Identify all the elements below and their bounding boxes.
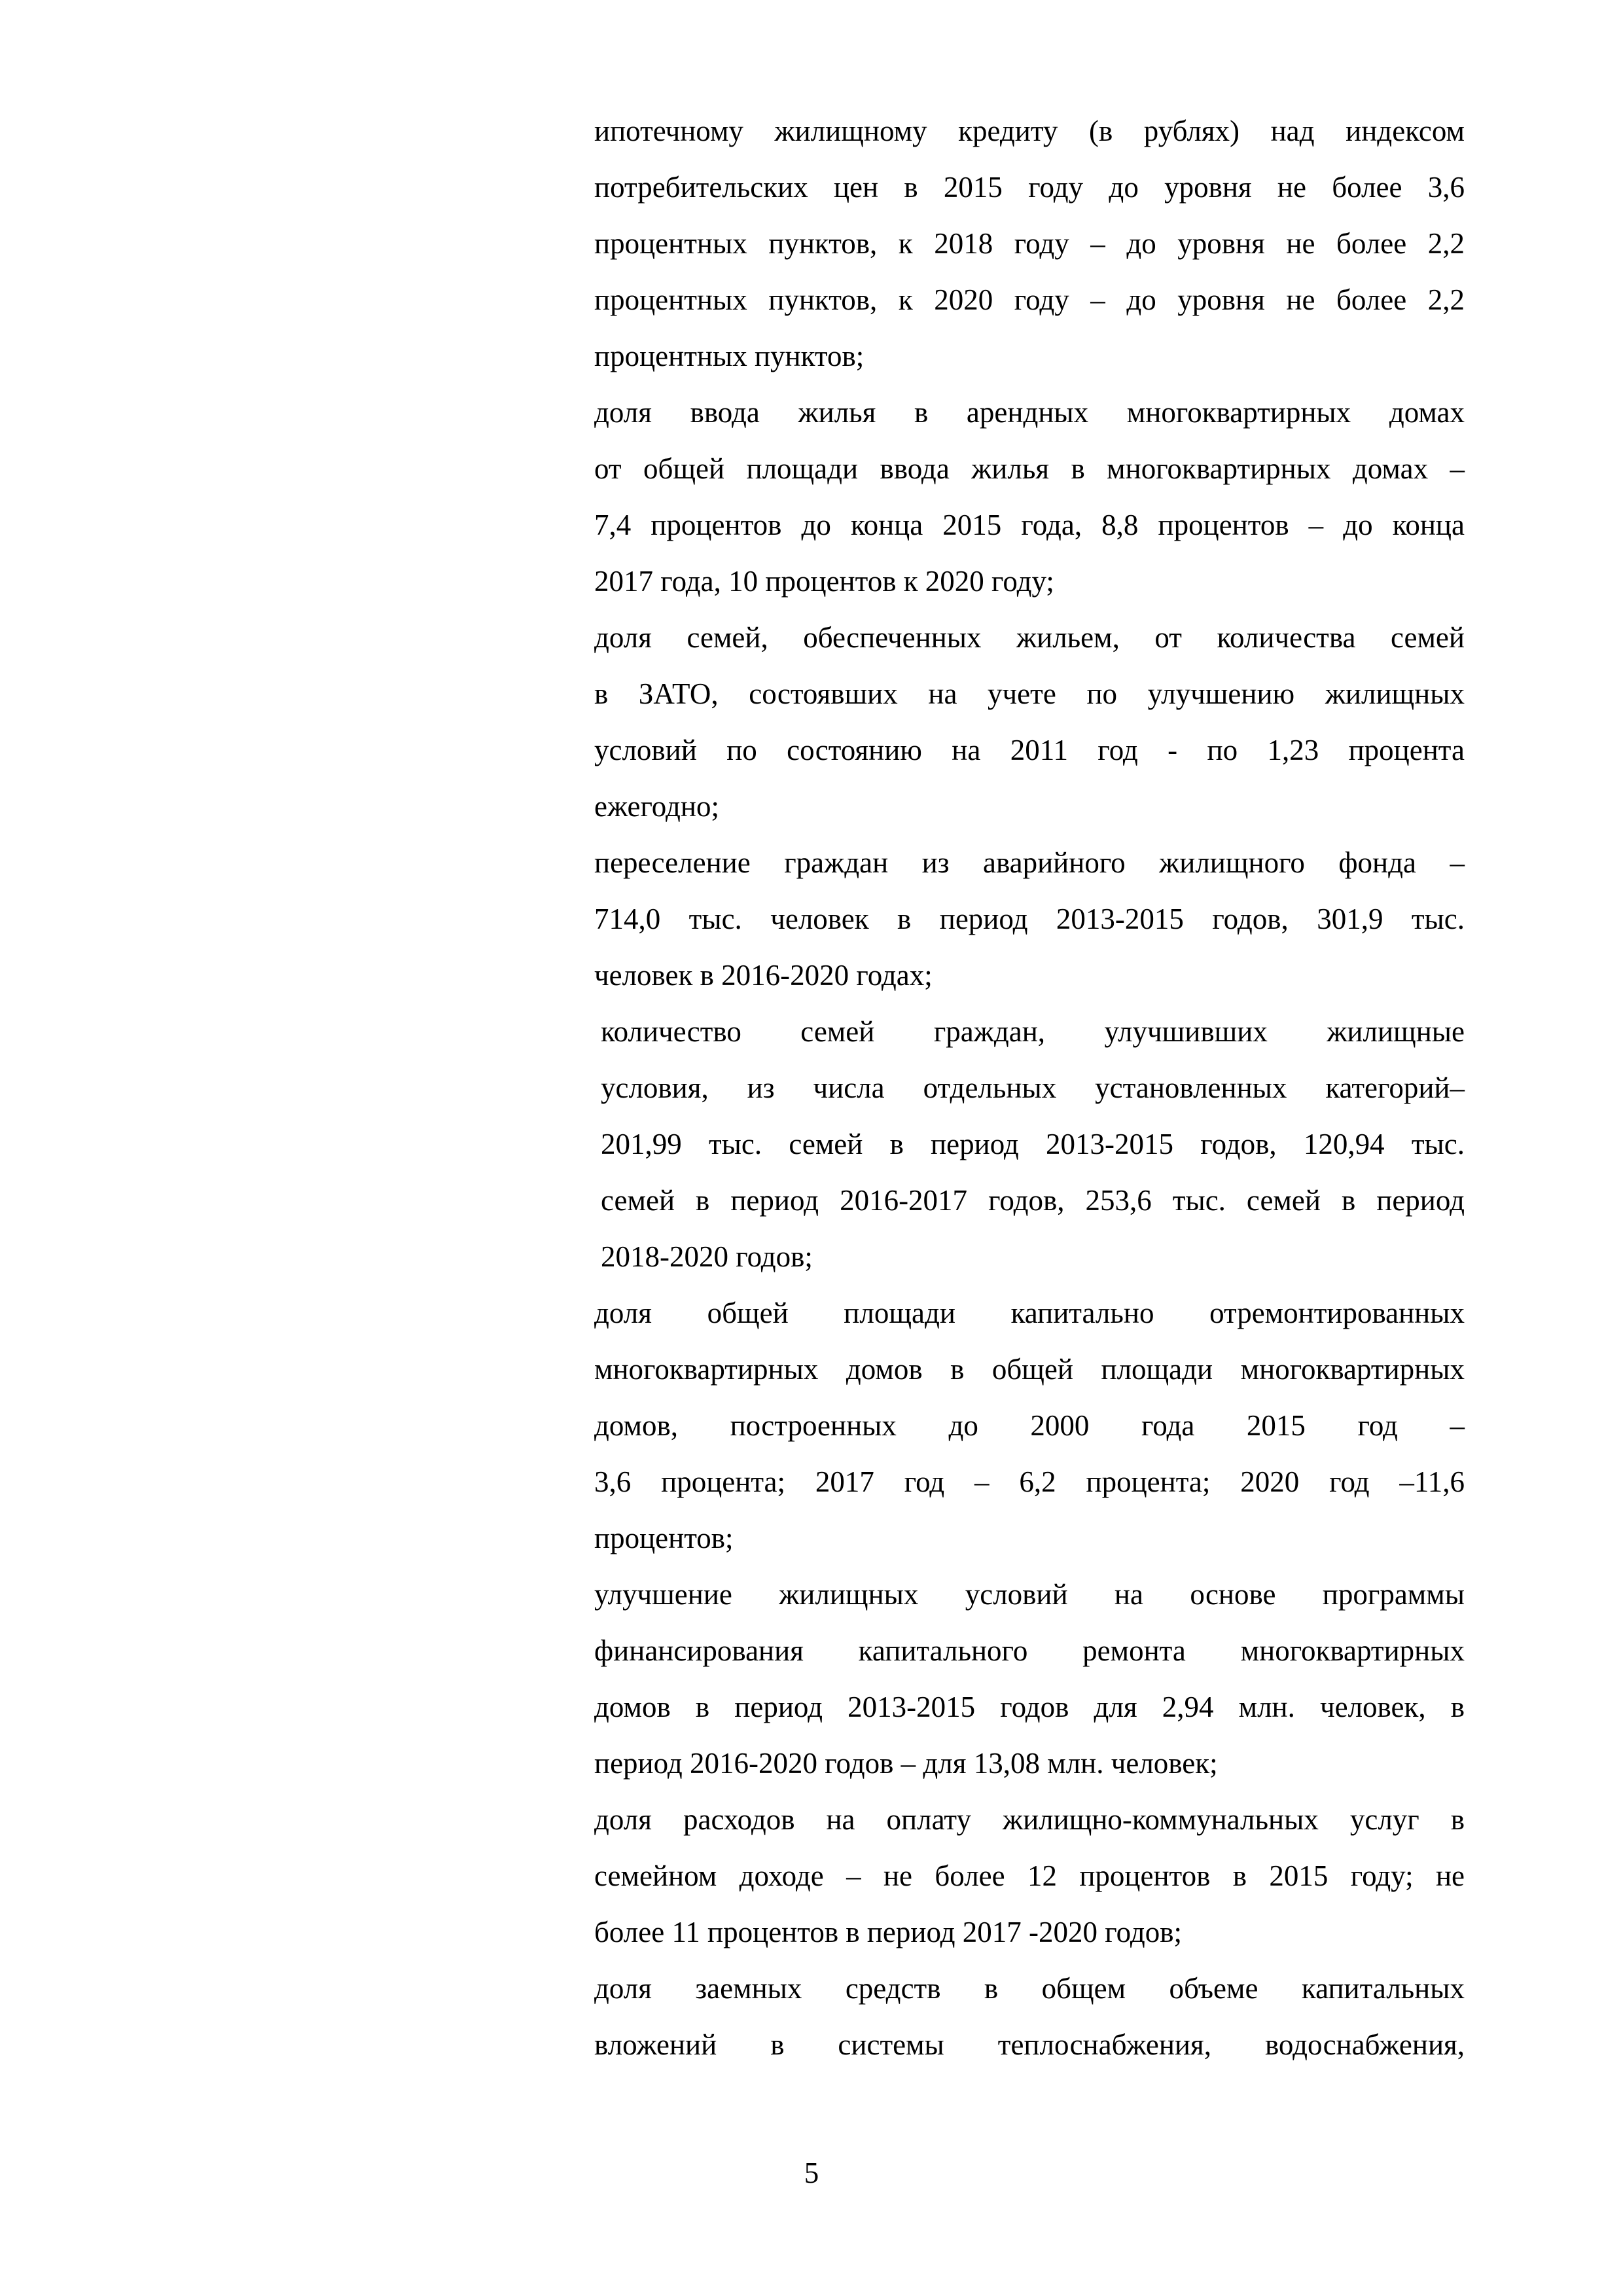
text-line: человек в 2016-2020 годах; <box>594 959 933 992</box>
text-line: многоквартирных домов в общей площади многоквартирных <box>594 1353 1465 1386</box>
text-line: 2018-2020 годов; <box>601 1240 813 1273</box>
text-line: условий по состоянию на 2011 год - по 1,23 процента <box>594 734 1465 766</box>
text-line: 7,4 процентов до конца 2015 года, 8,8 процентов – до конца <box>594 509 1465 541</box>
text-line: переселение граждан из аварийного жилищного фонда – <box>594 846 1465 879</box>
text-line: доля семей, обеспеченных жильем, от количества семей <box>594 621 1465 654</box>
text-line: семейном доходе – не более 12 процентов в 2015 году; не <box>594 1859 1465 1892</box>
text-line: ипотечному жилищному кредиту (в рублях) над индексом <box>594 115 1465 147</box>
text-line: более 11 процентов в период 2017 -2020 годов; <box>594 1916 1182 1948</box>
text-line: процентных пунктов; <box>594 340 865 372</box>
text-line: финансирования капитального ремонта многоквартирных <box>594 1634 1465 1667</box>
text-line: вложений в системы теплоснабжения, водоснабжения, <box>594 2028 1465 2061</box>
text-line: домов в период 2013-2015 годов для 2,94 млн. человек, в <box>594 1691 1465 1723</box>
page-number: 5 <box>804 2157 819 2189</box>
text-line: 714,0 тыс. человек в период 2013-2015 годов, 301,9 тыс. <box>594 903 1465 935</box>
body-text <box>594 103 1465 2073</box>
text-line: доля общей площади капитально отремонтированных <box>594 1297 1465 1329</box>
text-line: доля заемных средств в общем объеме капитальных <box>594 1972 1465 2005</box>
text-line: потребительских цен в 2015 году до уровня не более 3,6 <box>594 171 1465 204</box>
text-line: процентных пунктов, к 2018 году – до уровня не более 2,2 <box>594 227 1465 260</box>
text-line: семей в период 2016-2017 годов, 253,6 тыс. семей в период <box>601 1184 1465 1217</box>
text-line: процентов; <box>594 1522 734 1554</box>
text-line: в ЗАТО, состоявших на учете по улучшению жилищных <box>594 677 1465 710</box>
text-line: доля ввода жилья в арендных многоквартирных домах <box>594 396 1465 429</box>
text-line: период 2016-2020 годов – для 13,08 млн. человек; <box>594 1747 1218 1780</box>
text-line: улучшение жилищных условий на основе программы <box>594 1578 1465 1611</box>
text-line: процентных пунктов, к 2020 году – до уровня не более 2,2 <box>594 283 1465 316</box>
text-line: ежегодно; <box>594 790 719 823</box>
text-line: 2017 года, 10 процентов к 2020 году; <box>594 565 1054 598</box>
text-line: 3,6 процента; 2017 год – 6,2 процента; 2020 год –11,6 <box>594 1465 1465 1498</box>
text-line: 201,99 тыс. семей в период 2013-2015 годов, 120,94 тыс. <box>601 1128 1465 1160</box>
text-line: от общей площади ввода жилья в многоквартирных домах – <box>594 452 1465 485</box>
text-line: количество семей граждан, улучшивших жилищные <box>601 1015 1465 1048</box>
text-line: условия, из числа отдельных установленных категорий– <box>601 1071 1465 1104</box>
text-line: домов, построенных до 2000 года 2015 год – <box>594 1409 1465 1442</box>
text-line: доля расходов на оплату жилищно-коммунальных услуг в <box>594 1803 1465 1836</box>
